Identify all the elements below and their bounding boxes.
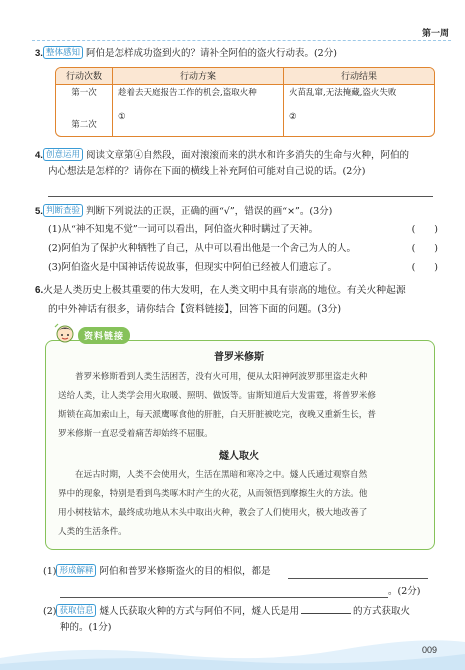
bottom-wave-decoration — [0, 630, 465, 670]
plan-cell: 趁着去天庭报告工作的机会,盗取火种 — [113, 85, 284, 111]
table-row — [56, 111, 434, 137]
question-number: 5. — [35, 206, 43, 217]
question-6 — [35, 283, 406, 299]
result-cell: 火苗乱窜,无法掩藏,盗火失败 — [289, 88, 397, 98]
story-title: 普罗米修斯 — [214, 352, 264, 363]
story-title: 燧人取火 — [219, 451, 259, 462]
judgement-item — [48, 260, 438, 276]
answer-paren[interactable]: ( ) — [411, 224, 438, 235]
badge-label: 资料链接 — [78, 327, 130, 344]
sub-number: (1) — [43, 566, 57, 577]
skill-tag: 整体感知 — [43, 46, 83, 59]
judgement-item — [48, 222, 438, 238]
question-text: 阅读文章第④自然段，面对滚滚而来的洪水和许多消失的生命与火种，阿伯的 — [85, 150, 409, 161]
action-table — [55, 67, 435, 137]
skill-tag: 判断查验 — [43, 204, 83, 217]
header-divider — [32, 40, 451, 41]
column-header: 行动方案 — [113, 68, 284, 84]
story-paragraph — [58, 466, 424, 542]
answer-line[interactable] — [60, 597, 388, 598]
skill-tag: 形成解释 — [56, 564, 96, 577]
story-paragraph — [58, 368, 424, 444]
column-header: 行动次数 — [56, 68, 113, 84]
answer-line[interactable] — [48, 196, 433, 197]
sub-text: 的方式获取火 — [353, 606, 411, 617]
question-4-line2: 内心想法是怎样的？请你在下面的横线上补充阿伯可能对自己说的话。(2分) — [48, 166, 366, 177]
sub-text: 燧人氏获取火种的方式与阿伯不同，燧人氏是用 — [99, 606, 299, 617]
question-text: 判断下列说法的正误，正确的画“√”，错误的画“×”。(3分) — [85, 206, 333, 217]
sub-number: (2) — [43, 606, 57, 617]
question-4 — [35, 148, 409, 164]
story-line: 送给人类，让人类学会用火取暖、照明、做饭等。宙斯知道后大发雷霆，将普罗米修 — [58, 391, 376, 401]
material-badge — [54, 326, 130, 344]
table-row — [56, 85, 434, 111]
table-header-row — [56, 68, 434, 85]
page-header: 第一周 — [421, 28, 449, 38]
sub-score: 。(2分) — [388, 586, 421, 597]
answer-paren[interactable]: ( ) — [411, 262, 438, 273]
story-line: 用小树枝钻木，最终成功地从木头中取出火种，教会了人们使用火，极大地改善了 — [58, 508, 368, 518]
question-text: 火是人类历史上极其重要的伟大发明，在人类文明中具有崇高的地位。有关火种起源 — [43, 285, 406, 296]
sub-question-2-line2: 种的。(1分) — [60, 622, 112, 633]
story-line: 人类的生活条件。 — [58, 527, 127, 537]
item-text: (3)阿伯盗火是中国神话传说故事，但现实中阿伯已经被人们遗忘了。 — [48, 262, 337, 273]
sub-question-1 — [43, 564, 271, 580]
story-line: 界中的现象，特别是看到鸟类啄木时产生的火花，从而领悟到摩擦生火的方法。他 — [58, 489, 368, 499]
item-text: (1)从“神不知鬼不觉”一词可以看出，阿伯盗火种时瞒过了天神。 — [48, 224, 319, 235]
question-number: 4. — [35, 150, 43, 161]
item-text: (2)阿伯为了保护火种牺牲了自己，从中可以看出他是一个舍己为人的人。 — [48, 243, 356, 254]
skill-tag: 获取信息 — [56, 604, 96, 617]
story-line: 斯锁在高加索山上，每天派鹰啄食他的肝脏，白天肝脏被吃完，夜晚又重新生长，普 — [58, 410, 376, 420]
answer-blank[interactable] — [301, 603, 351, 614]
story-line: 普罗米修斯看到人类生活困苦，没有火可用，便从太阳神阿波罗那里盗走火种 — [75, 372, 368, 382]
question-number: 6. — [35, 285, 44, 296]
column-header: 行动结果 — [340, 71, 377, 81]
plan-blank[interactable]: ① — [113, 111, 284, 137]
page-number: 009 — [421, 645, 437, 655]
question-number: 3. — [35, 48, 43, 59]
row-label: 第一次 — [56, 85, 113, 111]
row-label: 第二次 — [56, 111, 113, 137]
sub-text: 阿伯和普罗米修斯盗火的目的相似，都是 — [99, 566, 271, 577]
judgement-item — [48, 241, 438, 257]
question-6-line2: 的中外神话有很多，请你结合【资料链接】，回答下面的问题。(3分) — [48, 304, 342, 315]
sub-question-2 — [43, 603, 410, 620]
answer-line[interactable] — [288, 578, 428, 579]
skill-tag: 创意运用 — [43, 148, 83, 161]
result-blank[interactable]: ② — [289, 112, 297, 122]
question-5 — [35, 204, 332, 220]
story-line: 罗米修斯一直忍受着痛苦却始终不屈服。 — [58, 429, 213, 439]
story-line: 在远古时期，人类不会使用火，生活在黑暗和寒冷之中。燧人氏通过观察自然 — [75, 470, 368, 480]
question-text: 阿伯是怎样成功盗到火的？请补全阿伯的盗火行动表。(2分) — [85, 48, 337, 59]
cartoon-student-icon — [54, 323, 76, 347]
answer-paren[interactable]: ( ) — [411, 243, 438, 254]
question-3 — [35, 46, 337, 62]
